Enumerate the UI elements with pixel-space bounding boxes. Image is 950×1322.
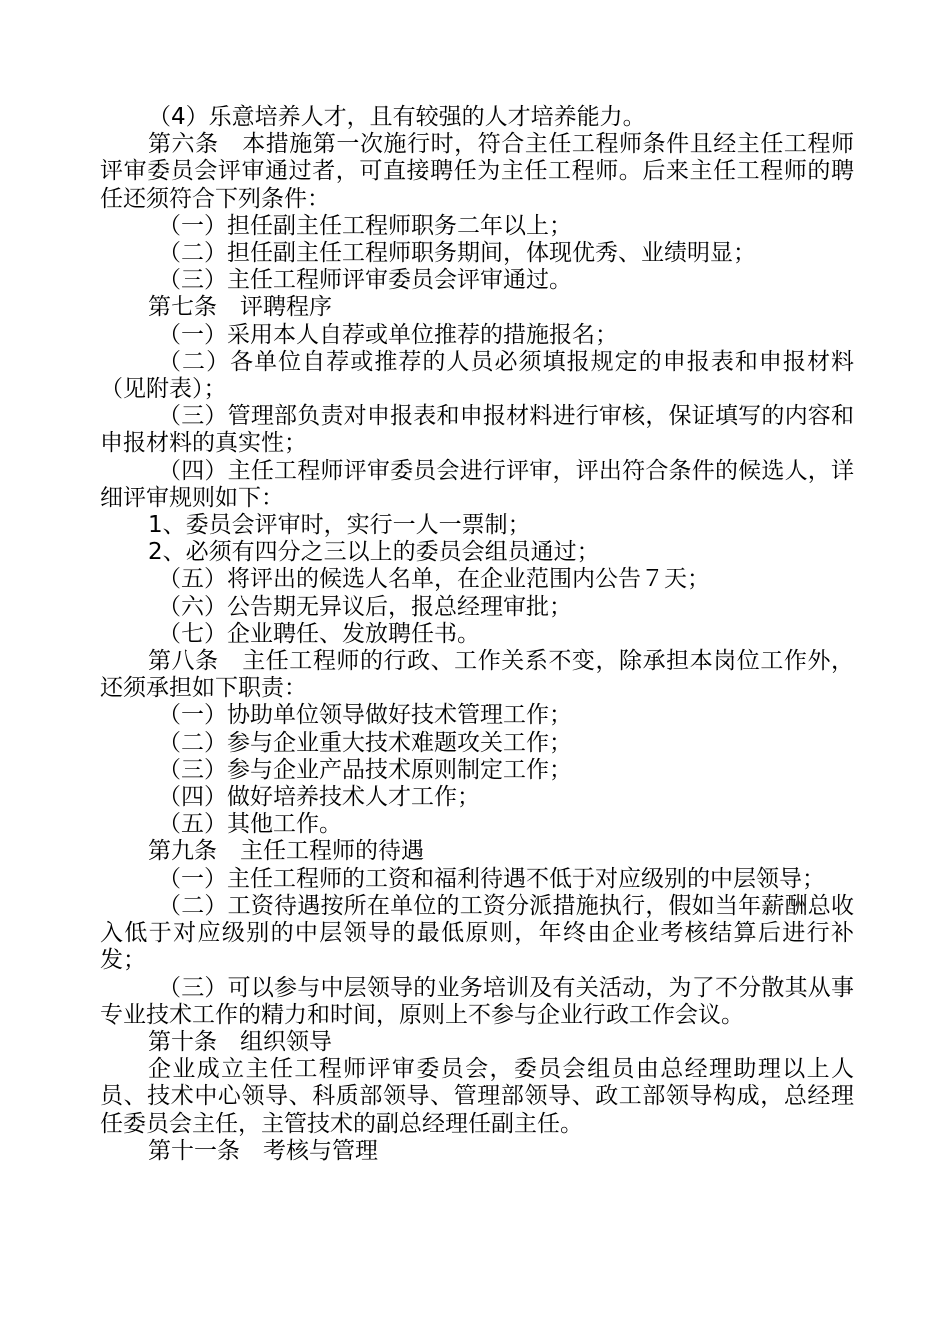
article-8-duty-1: （一）协助单位领导做好技术管理工作； [158,702,572,729]
article-9-item-1: （一）主任工程师的工资和福利待遇不低于对应级别的中层领导； [158,865,825,892]
article-10-heading: 第十条 组织领导 [148,1028,332,1055]
article-8-duty-4: （四）做好培养技术人才工作； [158,784,480,811]
article-7-step-2: （二）各单位自荐或推荐的人员必须填报规定的申报表和申报材料（见附表）； [100,348,854,403]
article-7-step-4: （四）主任工程师评审委员会进行评审，评出符合条件的候选人，详细评审规则如下： [100,457,854,511]
article-6-condition-1: （一）担任副主任工程师职务二年以上； [158,212,572,239]
article-7-step-5: （五）将评出的候选人名单，在企业范围内公告７天； [158,566,710,593]
article-7-step-6: （六）公告期无异议后，报总经理审批； [158,593,572,620]
article-10-body: 企业成立主任工程师评审委员会，委员会组员由总经理助理以上人员、技术中心领导、科质部领导、管理部领导、政工部领导构成，总经理任委员会主任，主管技术的副总经理任副主任。 [100,1056,854,1137]
article-11-heading: 第十一条 考核与管理 [148,1137,378,1164]
article-6: 第六条 本措施第一次施行时，符合主任工程师条件且经主任工程师评审委员会评审通过者，可直接聘任为主任工程师。后来主任工程师的聘任还须符合下列条件： [100,131,854,212]
article-9-heading: 第九条 主任工程师的待遇 [148,838,424,865]
article-7-step-7: （七）企业聘任、发放聘任书。 [158,620,480,647]
article-8-duty-2: （二）参与企业重大技术难题攻关工作； [158,729,572,756]
document-body [100,104,854,1165]
article-7-rule-2: 2、必须有四分之三以上的委员会组员通过； [148,539,600,566]
article-8-duty-5: （五）其他工作。 [158,811,342,838]
article-6-condition-2: （二）担任副主任工程师职务期间，体现优秀、业绩明显； [158,240,756,267]
paragraph-item-4: （4）乐意培养人才，且有较强的人才培养能力。 [148,104,646,130]
article-7-step-1: （一）采用本人自荐或单位推荐的措施报名； [158,321,618,348]
article-7-step-3: （三）管理部负责对申报表和申报材料进行审核，保证填写的内容和申报材料的真实性； [100,403,854,457]
article-8-duty-3: （三）参与企业产品技术原则制定工作； [158,756,572,783]
article-7-rule-1: 1、委员会评审时，实行一人一票制； [148,512,531,539]
article-9-item-3: （三）可以参与中层领导的业务培训及有关活动，为了不分散其从事专业技术工作的精力和时间，原则上不参与企业行政工作会议。 [100,974,854,1028]
article-6-condition-3: （三）主任工程师评审委员会评审通过。 [158,267,572,294]
article-7-heading: 第七条 评聘程序 [148,294,332,321]
article-8: 第八条 主任工程师的行政、工作关系不变，除承担本岗位工作外，还须承担如下职责： [100,648,854,702]
article-9-item-2: （二）工资待遇按所在单位的工资分派措施执行，假如当年薪酬总收入低于对应级别的中层领导的最低原则，年终由企业考核结算后进行补发； [100,892,854,974]
